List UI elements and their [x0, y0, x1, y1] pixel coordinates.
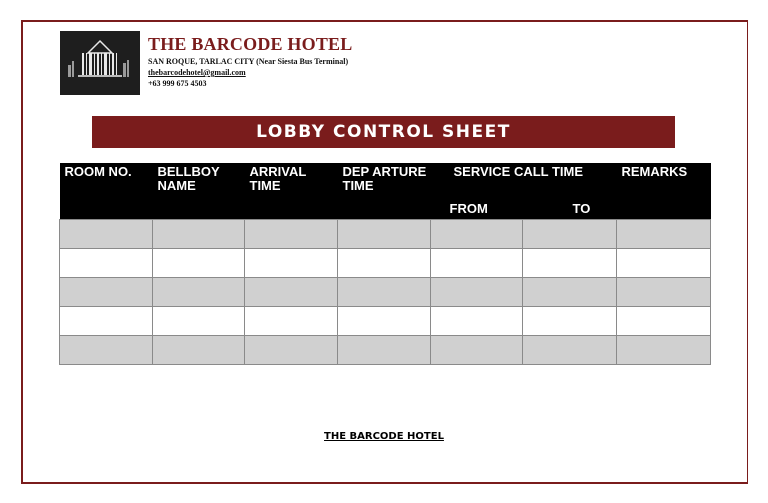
table-header-row [60, 163, 711, 220]
service-call-time-label: SERVICE CALL TIME [453, 164, 584, 179]
cell-bellboy-name[interactable] [153, 307, 245, 336]
cell-departure-time[interactable] [338, 278, 431, 307]
table-row [60, 278, 711, 307]
cell-arrival-time[interactable] [245, 278, 338, 307]
cell-departure-time[interactable] [338, 220, 431, 249]
col-header-room-no: ROOM NO. [60, 163, 153, 220]
cell-arrival-time[interactable] [245, 249, 338, 278]
table-row [60, 220, 711, 249]
cell-room-no[interactable] [60, 220, 153, 249]
cell-bellboy-name[interactable] [153, 336, 245, 365]
footer-hotel-name: THE BARCODE HOTEL [324, 431, 444, 442]
cell-remarks[interactable] [617, 249, 711, 278]
cell-to[interactable] [523, 220, 617, 249]
cell-from[interactable] [431, 220, 523, 249]
cell-to[interactable] [523, 336, 617, 365]
col-header-arrival-time: ARRIVAL TIME [245, 163, 338, 220]
cell-arrival-time[interactable] [245, 336, 338, 365]
cell-room-no[interactable] [60, 249, 153, 278]
hotel-address: SAN ROQUE, TARLAC CITY (Near Siesta Bus Terminal) [148, 57, 349, 66]
sheet-title-banner: LOBBY CONTROL SHEET [92, 116, 675, 148]
hotel-phone: +63 999 675 4503 [148, 79, 207, 88]
cell-to[interactable] [523, 307, 617, 336]
cell-remarks[interactable] [617, 220, 711, 249]
col-header-to: TO [572, 201, 591, 216]
cell-arrival-time[interactable] [245, 307, 338, 336]
hotel-email-link[interactable]: thebarcodehotel@gmail.com [148, 68, 246, 77]
cell-departure-time[interactable] [338, 336, 431, 365]
cell-arrival-time[interactable] [245, 220, 338, 249]
cell-bellboy-name[interactable] [153, 249, 245, 278]
table-row [60, 336, 711, 365]
cell-remarks[interactable] [617, 336, 711, 365]
lobby-control-table [59, 163, 711, 365]
cell-to[interactable] [523, 249, 617, 278]
cell-departure-time[interactable] [338, 249, 431, 278]
cell-from[interactable] [431, 336, 523, 365]
col-header-bellboy-name: BELLBOY NAME [153, 163, 245, 220]
col-header-from: FROM [449, 201, 488, 216]
cell-remarks[interactable] [617, 278, 711, 307]
table-row [60, 249, 711, 278]
col-header-departure-time: DEP ARTURE TIME [338, 163, 431, 220]
cell-from[interactable] [431, 278, 523, 307]
hotel-name: THE BARCODE HOTEL [148, 34, 353, 54]
hotel-logo [60, 31, 140, 95]
cell-bellboy-name[interactable] [153, 220, 245, 249]
cell-bellboy-name[interactable] [153, 278, 245, 307]
col-header-remarks: REMARKS [617, 163, 711, 220]
table-row [60, 307, 711, 336]
col-header-service-call-time [431, 163, 617, 220]
cell-remarks[interactable] [617, 307, 711, 336]
cell-room-no[interactable] [60, 278, 153, 307]
cell-from[interactable] [431, 307, 523, 336]
cell-departure-time[interactable] [338, 307, 431, 336]
cell-from[interactable] [431, 249, 523, 278]
cell-room-no[interactable] [60, 307, 153, 336]
cell-room-no[interactable] [60, 336, 153, 365]
cell-to[interactable] [523, 278, 617, 307]
